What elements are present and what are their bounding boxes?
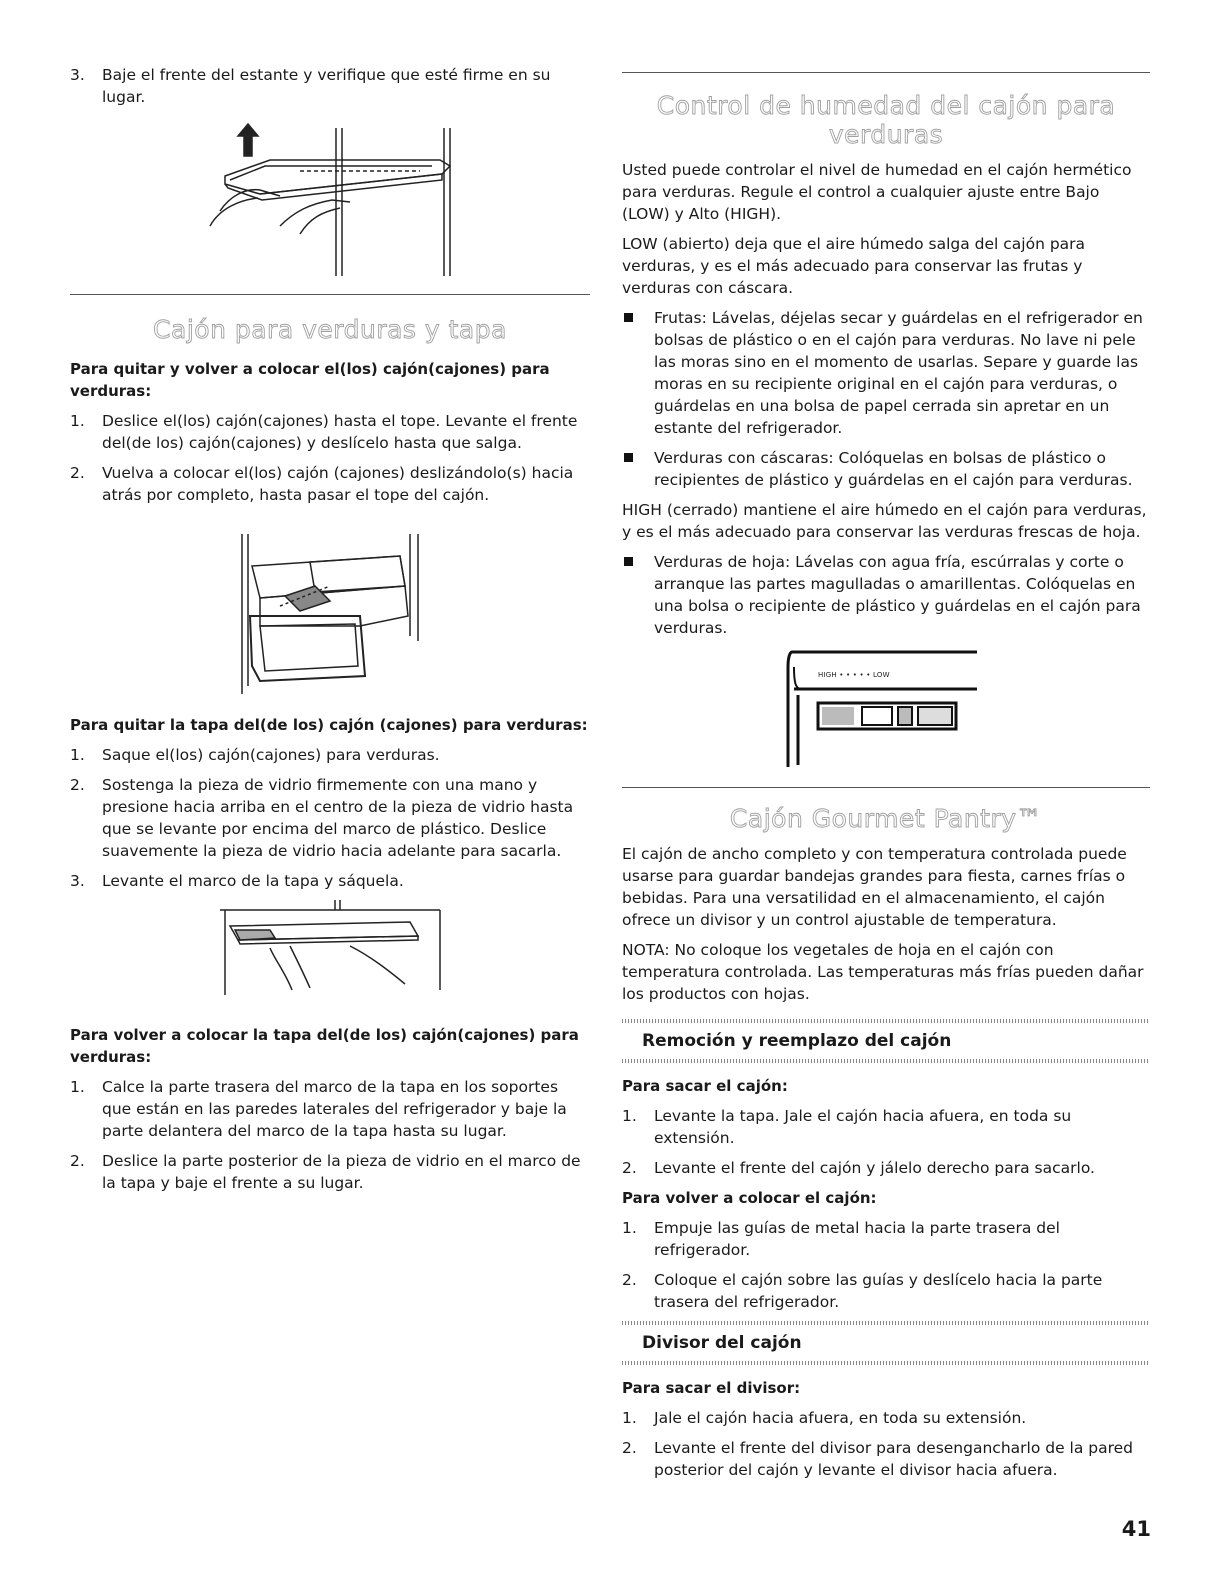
list-item: Verduras de hoja: Lávelas con agua fría, escúrralas y corte o arranque las partes magulladas o amarillentas. Colóquelas en una bolsa o recipiente de plástico y guárdelas en el cajón para verduras. (622, 551, 1150, 639)
control-label: HIGH • • • • • LOW (818, 671, 890, 679)
list-item: 2. Levante el frente del divisor para desengancharlo de la pared posterior del cajón y levante el divisor hacia afuera. (622, 1439, 1134, 1479)
replace-cover-heading: Para volver a colocar la tapa del(de los) cajón(cajones) para verduras: (70, 1026, 579, 1066)
divider-remove-heading: Para sacar el divisor: (622, 1379, 801, 1397)
humidity-paragraph: Usted puede controlar el nivel de humedad en el cajón hermético para verduras. Regule el control a cualquier ajuste entre Bajo (LOW) y Alto (HIGH). (622, 161, 1132, 223)
remove-cover-heading: Para quitar la tapa del(de los) cajón (cajones) para verduras: (70, 716, 588, 734)
list-item: 2. Sostenga la pieza de vidrio firmemente con una mano y presione hacia arriba en el centro de la pieza de vidrio hasta que se levante por encima del marco de plástico. Deslice suavemente la pieza de vidrio hacia adelante para sacarla. (70, 776, 574, 860)
shelf-step-list (70, 64, 590, 108)
drawer-replace-steps (622, 1217, 1150, 1313)
low-bullet-list (622, 307, 1150, 491)
section-title-humidity: Control de humedad del cajón para verduras (656, 91, 1116, 149)
humidity-control-illustration (622, 647, 1150, 777)
list-item: 1. Saque el(los) cajón(cajones) para verduras. (70, 746, 440, 764)
right-column (622, 0, 1150, 1489)
divider-subsection-bar (622, 1321, 1150, 1365)
list-item: 3. Baje el frente del estante y verifique que esté firme en su lugar. (70, 66, 551, 106)
divider-remove-steps (622, 1407, 1150, 1481)
section-divider (70, 294, 590, 295)
list-item: 2. Levante el frente del cajón y jálelo derecho para sacarlo. (622, 1159, 1095, 1177)
drawer-subsection-bar (622, 1019, 1150, 1063)
drawer-remove-heading: Para sacar el cajón: (622, 1077, 788, 1095)
list-item: 1. Deslice el(los) cajón(cajones) hasta el tope. Levante el frente del(de los) cajón(cajones) y deslícelo hasta que salga. (70, 412, 578, 452)
drawer-subsection-title: Remoción y reemplazo del cajón (642, 1031, 952, 1051)
section-divider (622, 787, 1150, 788)
pantry-paragraph: El cajón de ancho completo y con temperatura controlada puede usarse para guardar bandejas grandes para fiesta, carnes frías o bebidas. Para una versatilidad en el almacenamiento, el cajón ofrece un divisor y un control ajustable de temperatura. (622, 845, 1127, 929)
remove-crisper-heading: Para quitar y volver a colocar el(los) cajón(cajones) para verduras: (70, 360, 550, 400)
section-divider (622, 72, 1150, 73)
high-bullet-list (622, 551, 1150, 639)
divider-subsection-title: Divisor del cajón (642, 1333, 802, 1353)
list-item: 1. Empuje las guías de metal hacia la parte trasera del refrigerador. (622, 1219, 1060, 1259)
bullet-square-icon (624, 453, 633, 462)
page-number: 41 (1121, 1517, 1151, 1541)
humidity-high-paragraph: HIGH (cerrado) mantiene el aire húmedo en el cajón para verduras, y es el más adecuado para conservar las verduras frescas de hoja. (622, 501, 1147, 541)
remove-cover-steps (70, 744, 590, 892)
list-item: Verduras con cáscaras: Colóquelas en bolsas de plástico o recipientes de plástico y guárdelas en el cajón para verduras. (622, 447, 1150, 491)
pantry-note: NOTA: No coloque los vegetales de hoja en el cajón con temperatura controlada. Las temperaturas más frías pueden dañar los productos con hojas. (622, 941, 1144, 1003)
replace-cover-steps (70, 1076, 590, 1194)
section-title-pantry: Cajón Gourmet Pantry™ (729, 804, 1043, 833)
humidity-low-paragraph: LOW (abierto) deja que el aire húmedo salga del cajón para verduras, y es el más adecuado para conservar las frutas y verduras con cáscara. (622, 235, 1086, 297)
list-item: Frutas: Lávelas, déjelas secar y guárdelas en el refrigerador en bolsas de plástico o en el cajón para verduras. No lave ni pele las moras sino en el momento de usarlas. Separe y guarde las moras en su recipiente original en el cajón para verduras, o guárdelas en una bolsa de papel cerrada sin apretar en un estante del refrigerador. (622, 307, 1150, 439)
list-item: 2. Coloque el cajón sobre las guías y deslícelo hacia la parte trasera del refrigerador. (622, 1271, 1103, 1311)
left-column (70, 0, 590, 1202)
drawer-remove-steps (622, 1105, 1150, 1179)
humidity-control-drawing (622, 647, 1150, 777)
cover-illustration (70, 900, 590, 1010)
list-item: 1. Calce la parte trasera del marco de la tapa en los soportes que están en las paredes laterales del refrigerador y baje la parte delantera del marco de la tapa hasta su lugar. (70, 1078, 567, 1140)
list-item: 2. Deslice la parte posterior de la pieza de vidrio en el marco de la tapa y baje el frente a su lugar. (70, 1152, 581, 1192)
list-item: 1. Jale el cajón hacia afuera, en toda su extensión. (622, 1409, 1027, 1427)
list-item: 3. Levante el marco de la tapa y sáquela. (70, 872, 404, 890)
list-item: 2. Vuelva a colocar el(los) cajón (cajones) deslizándolo(s) hacia atrás por completo, hasta pasar el tope del cajón. (70, 464, 574, 504)
bullet-square-icon (624, 557, 633, 566)
section-title-crisper: Cajón para verduras y tapa (153, 315, 507, 344)
hatch-rule (622, 1059, 1150, 1063)
hatch-rule (622, 1361, 1150, 1365)
shelf-illustration (70, 116, 590, 276)
remove-crisper-steps (70, 410, 590, 506)
bullet-square-icon (624, 313, 633, 322)
list-item: 1. Levante la tapa. Jale el cajón hacia afuera, en toda su extensión. (622, 1107, 1072, 1147)
crisper-illustration (70, 526, 590, 696)
drawer-replace-heading: Para volver a colocar el cajón: (622, 1189, 877, 1207)
